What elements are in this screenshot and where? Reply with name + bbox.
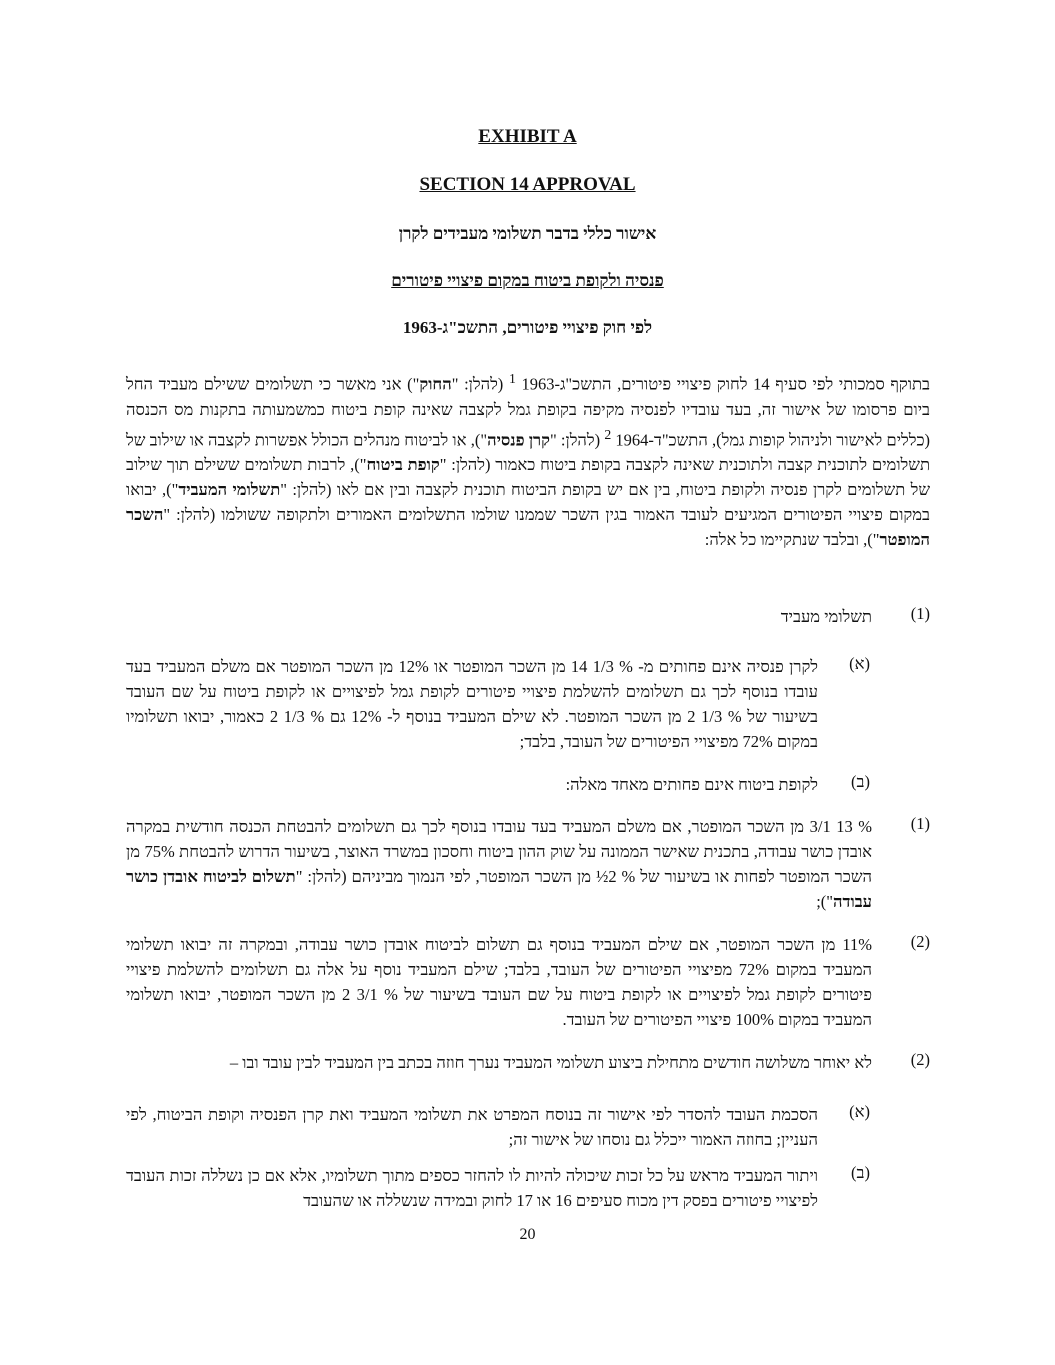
defined-term: השכר המופטר	[126, 505, 930, 549]
intro-text: "), או לביטוח מנהלים הכולל אפשרות לקצבה או שילוב של תשלומים לתוכנית קצבה ולתוכנית שאינה לקצבה בקופת ביטוח כאמור (להלן: "	[126, 430, 931, 474]
intro-text: "), ובלבד שנתקיימו כל אלה:	[704, 530, 880, 549]
hebrew-heading-3: לפי חוק פיצויי פיטורים, התשכ"ג-1963	[402, 318, 653, 337]
intro-paragraph	[126, 366, 930, 552]
item-2-marker: (2)	[910, 1050, 930, 1069]
intro-text: "), יבואו במקום פיצויי הפיטורים המגיעים לעובד האמור בגין השכר שממנו שולמו התשלומים האמורים ולתקופה ששולמו (להלן: "	[126, 480, 930, 524]
item-2a-marker: (א)	[849, 1102, 870, 1121]
item-1-text: תשלומי מעביד	[780, 607, 872, 626]
sub-2-text: 11% מן השכר המופטר, אם שילם המעביד בנוסף גם תשלום לביטוח אובדן כושר עבודה, ובמקרה זה יבואו תשלומי המעביד במקום 72% מפיצויי הפיטורים של העובד, בלבד; שילם המעביד נוסף על אלה גם תשלומים להשלמת פיצויי פיטורים לקופת גמל לפיצויים או לקופת ביטוח על שם העובד בשיעור של % 3/1 2 מן השכר המופטר, יבואו תשלומי המעביד במקום 100% פיצויי הפיטורים של העובד.	[126, 935, 873, 1029]
item-1b-marker: (ב)	[851, 772, 870, 791]
sub-1-body: ");	[816, 892, 834, 911]
intro-text: "), לרבות תשלומים ששילם תוך שילוב של תשלומים לקרן פנסיה ולקופת ביטוח, בין אם יש בקופת הביטוח תוכנית לקצבה ובין אם לאו (להלן: "	[126, 455, 931, 499]
exhibit-title: EXHIBIT A	[478, 126, 577, 147]
hebrew-heading-2: פנסיה ולקופת ביטוח במקום פיצויי פיטורים	[391, 271, 664, 290]
page-number: 20	[519, 1226, 536, 1243]
hebrew-heading-1: אישור כללי בדבר תשלומי מעבידים לקרן	[398, 224, 657, 243]
defined-term: תשלומי המעביד	[178, 480, 281, 499]
footnote-ref-2: 2	[604, 426, 612, 442]
footnote-ref-1: 1	[508, 371, 516, 386]
item-1-marker: (1)	[910, 604, 930, 623]
intro-text: ") אני מאשר כי תשלומים ששילם מעביד החל ביום פרסומו של אישור זה, בעד עובדיו לפנסיה מקיפה בקופת גמל לקצבה שאינה קופת ביטוח כמשמעותה בתקנות מס הכנסה (כללים לאישור ולניהול קופות גמל), התשכ"ד-1964	[126, 374, 931, 449]
item-1a-marker: (א)	[849, 654, 870, 673]
sub-1-text	[126, 814, 872, 914]
intro-text: (להלן: "	[549, 430, 605, 449]
intro-text: בתוקף סמכותי לפי סעיף 14 לחוק פיצויי פיטורים, התשכ"ג-1963	[515, 374, 930, 394]
intro-text: (להלן: "	[451, 374, 509, 394]
sub-1-marker: (1)	[910, 814, 930, 833]
item-2a-text: הסכמת העובד להסדר לפי אישור זה בנוסח המפרט את תשלומי המעביד ואת קרן הפנסיה וקופת הביטוח, לפי העניין; בחוזה האמור ייכלל גם נוסחו של אישור זה;	[126, 1105, 818, 1149]
section-title: SECTION 14 APPROVAL	[419, 174, 636, 195]
defined-term: קרן פנסיה	[487, 430, 550, 449]
sub-2-marker: (2)	[910, 932, 930, 951]
defined-term: תשלום לביטוח אובדן כושר עבודה	[126, 867, 872, 911]
defined-term: קופת ביטוח	[366, 455, 440, 474]
item-2-text: לא יאוחר משלושה חודשים מתחילת ביצוע תשלומי המעביד נערך חוזה בכתב בין המעביד לבין עובד ובו –	[229, 1053, 872, 1072]
item-2b-text: ויתור המעביד מראש על כל זכות שיכולה להיות לו להחזר כספים מתוך תשלומיו, אלא אם כן נשללה זכות העובד לפיצויי פיטורים בפסק דין מכוח סעיפים 16 או 17 לחוק ובמידה שנשללה או שהעובד	[126, 1166, 818, 1210]
sub-1-body: % 13 3/1 מן השכר המופטר, אם משלם המעביד בעד עובדו בנוסף לכך גם תשלומים להבטחת הכנסה חודשית במקרה אובדן כושר עבודה, בתכנית שאישר הממונה על שוק ההון ביטוח וחסכון במשרד האוצר, בשיעור הדרוש להבטחת 75% מן השכר המופטר לפחות או בשיעור של % 2½ מן השכר המופטר, לפי הנמוך מביניהם (להלן: "	[126, 817, 873, 886]
item-2b-marker: (ב)	[851, 1163, 870, 1182]
defined-term: החוק	[419, 374, 452, 394]
item-1a-text: לקרן פנסיה אינם פחותים מ- % 1/3 14 מן השכר המופטר או 12% מן השכר המופטר אם משלם המעביד בעד עובדו בנוסף לכך גם תשלומים להשלמת פיצויי פיטורים לקופת גמל לפיצויים או לקופת ביטוח על שם העובד בשיעור של % 1/3 2 מן השכר המופטר. לא שילם המעביד בנוסף ל- 12% גם % 1/3 2 כאמור, יבואו תשלומיו במקום 72% מפיצויי הפיטורים של העובד, בלבד;	[126, 657, 818, 751]
item-1b-text: לקופת ביטוח אינם פחותים מאחד מאלה:	[565, 775, 818, 794]
